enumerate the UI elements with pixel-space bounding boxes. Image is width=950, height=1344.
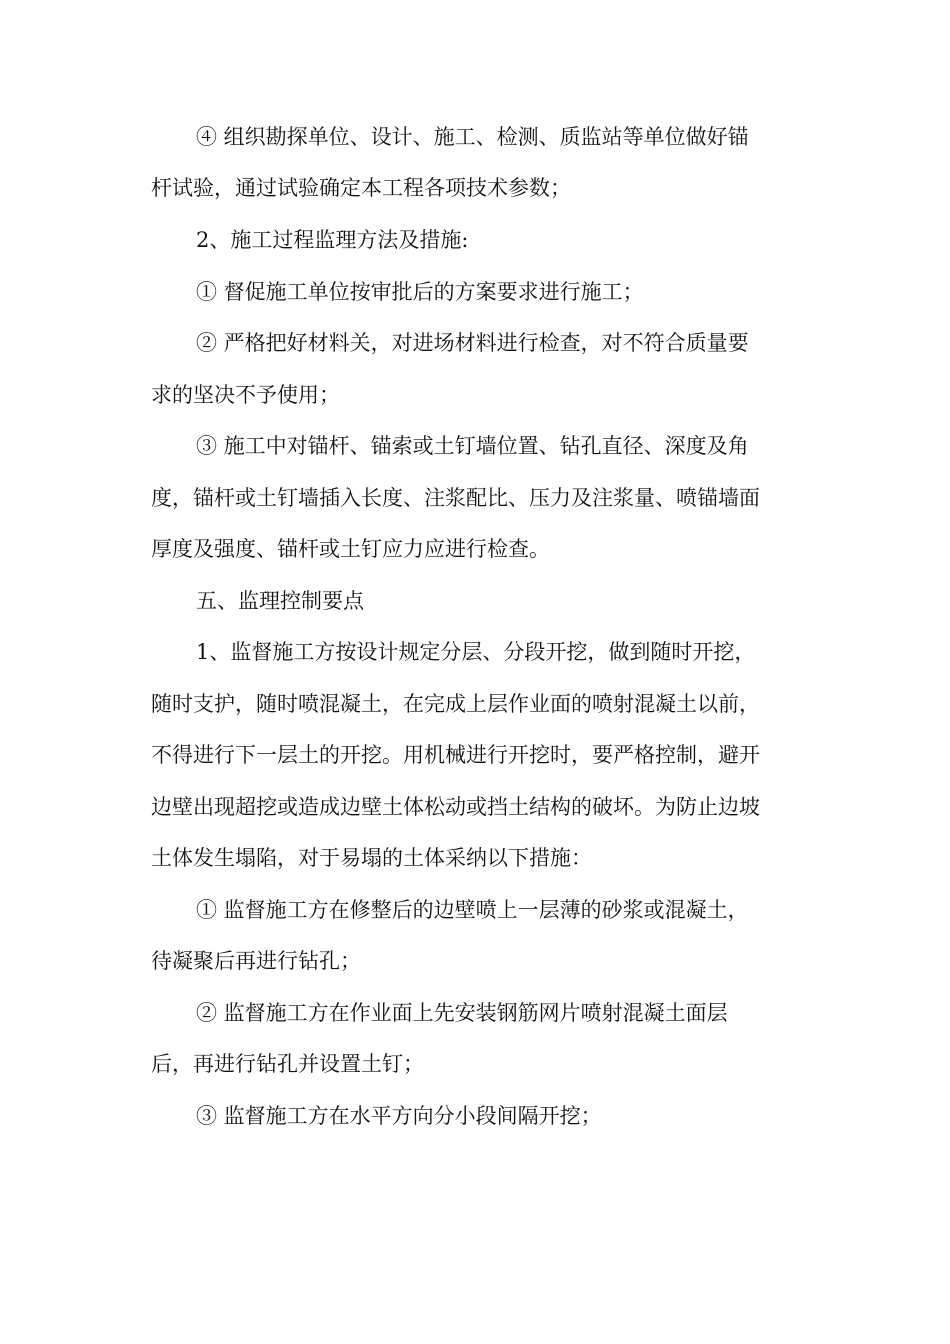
text-line: ④ 组织勘探单位、设计、施工、检测、质监站等单位做好锚 [196, 125, 749, 149]
text-line: 2、施工过程监理方法及措施: [196, 228, 469, 252]
text-line: 不得进行下一层土的开挖。用机械进行开挖时，要严格控制，避开 [151, 743, 760, 767]
text-line: 待凝聚后再进行钻孔； [151, 949, 361, 973]
text-line: 后，再进行钻孔并设置土钉； [151, 1052, 424, 1076]
text-line: 随时支护，随时喷混凝土，在完成上层作业面的喷射混凝土以前， [151, 692, 760, 716]
text-line: 求的坚决不予使用； [151, 383, 340, 407]
section-heading: 五、监理控制要点 [196, 589, 364, 613]
text-line: 度，锚杆或土钉墙插入长度、注浆配比、压力及注浆量、喷锚墙面 [151, 486, 760, 510]
text-line: ② 严格把好材料关，对进场材料进行检查，对不符合质量要 [196, 331, 749, 355]
text-line: ③ 监督施工方在水平方向分小段间隔开挖； [196, 1104, 602, 1128]
text-line: 边壁出现超挖或造成边壁土体松动或挡土结构的破坏。为防止边坡 [151, 795, 760, 819]
text-line: 1、监督施工方按设计规定分层、分段开挖，做到随时开挖， [196, 640, 756, 664]
text-line: ② 监督施工方在作业面上先安装钢筋网片喷射混凝土面层 [196, 1001, 728, 1025]
text-line: ③ 施工中对锚杆、锚索或土钉墙位置、钻孔直径、深度及角 [196, 434, 749, 458]
text-line: ① 督促施工单位按审批后的方案要求进行施工； [196, 280, 644, 304]
text-line: ① 监督施工方在修整后的边壁喷上一层薄的砂浆或混凝土， [196, 898, 749, 922]
text-line: 厚度及强度、锚杆或土钉应力应进行检查。 [151, 537, 550, 561]
text-line: 杆试验，通过试验确定本工程各项技术参数； [151, 176, 571, 200]
text-line: 土体发生塌陷，对于易塌的土体采纳以下措施： [151, 846, 592, 870]
